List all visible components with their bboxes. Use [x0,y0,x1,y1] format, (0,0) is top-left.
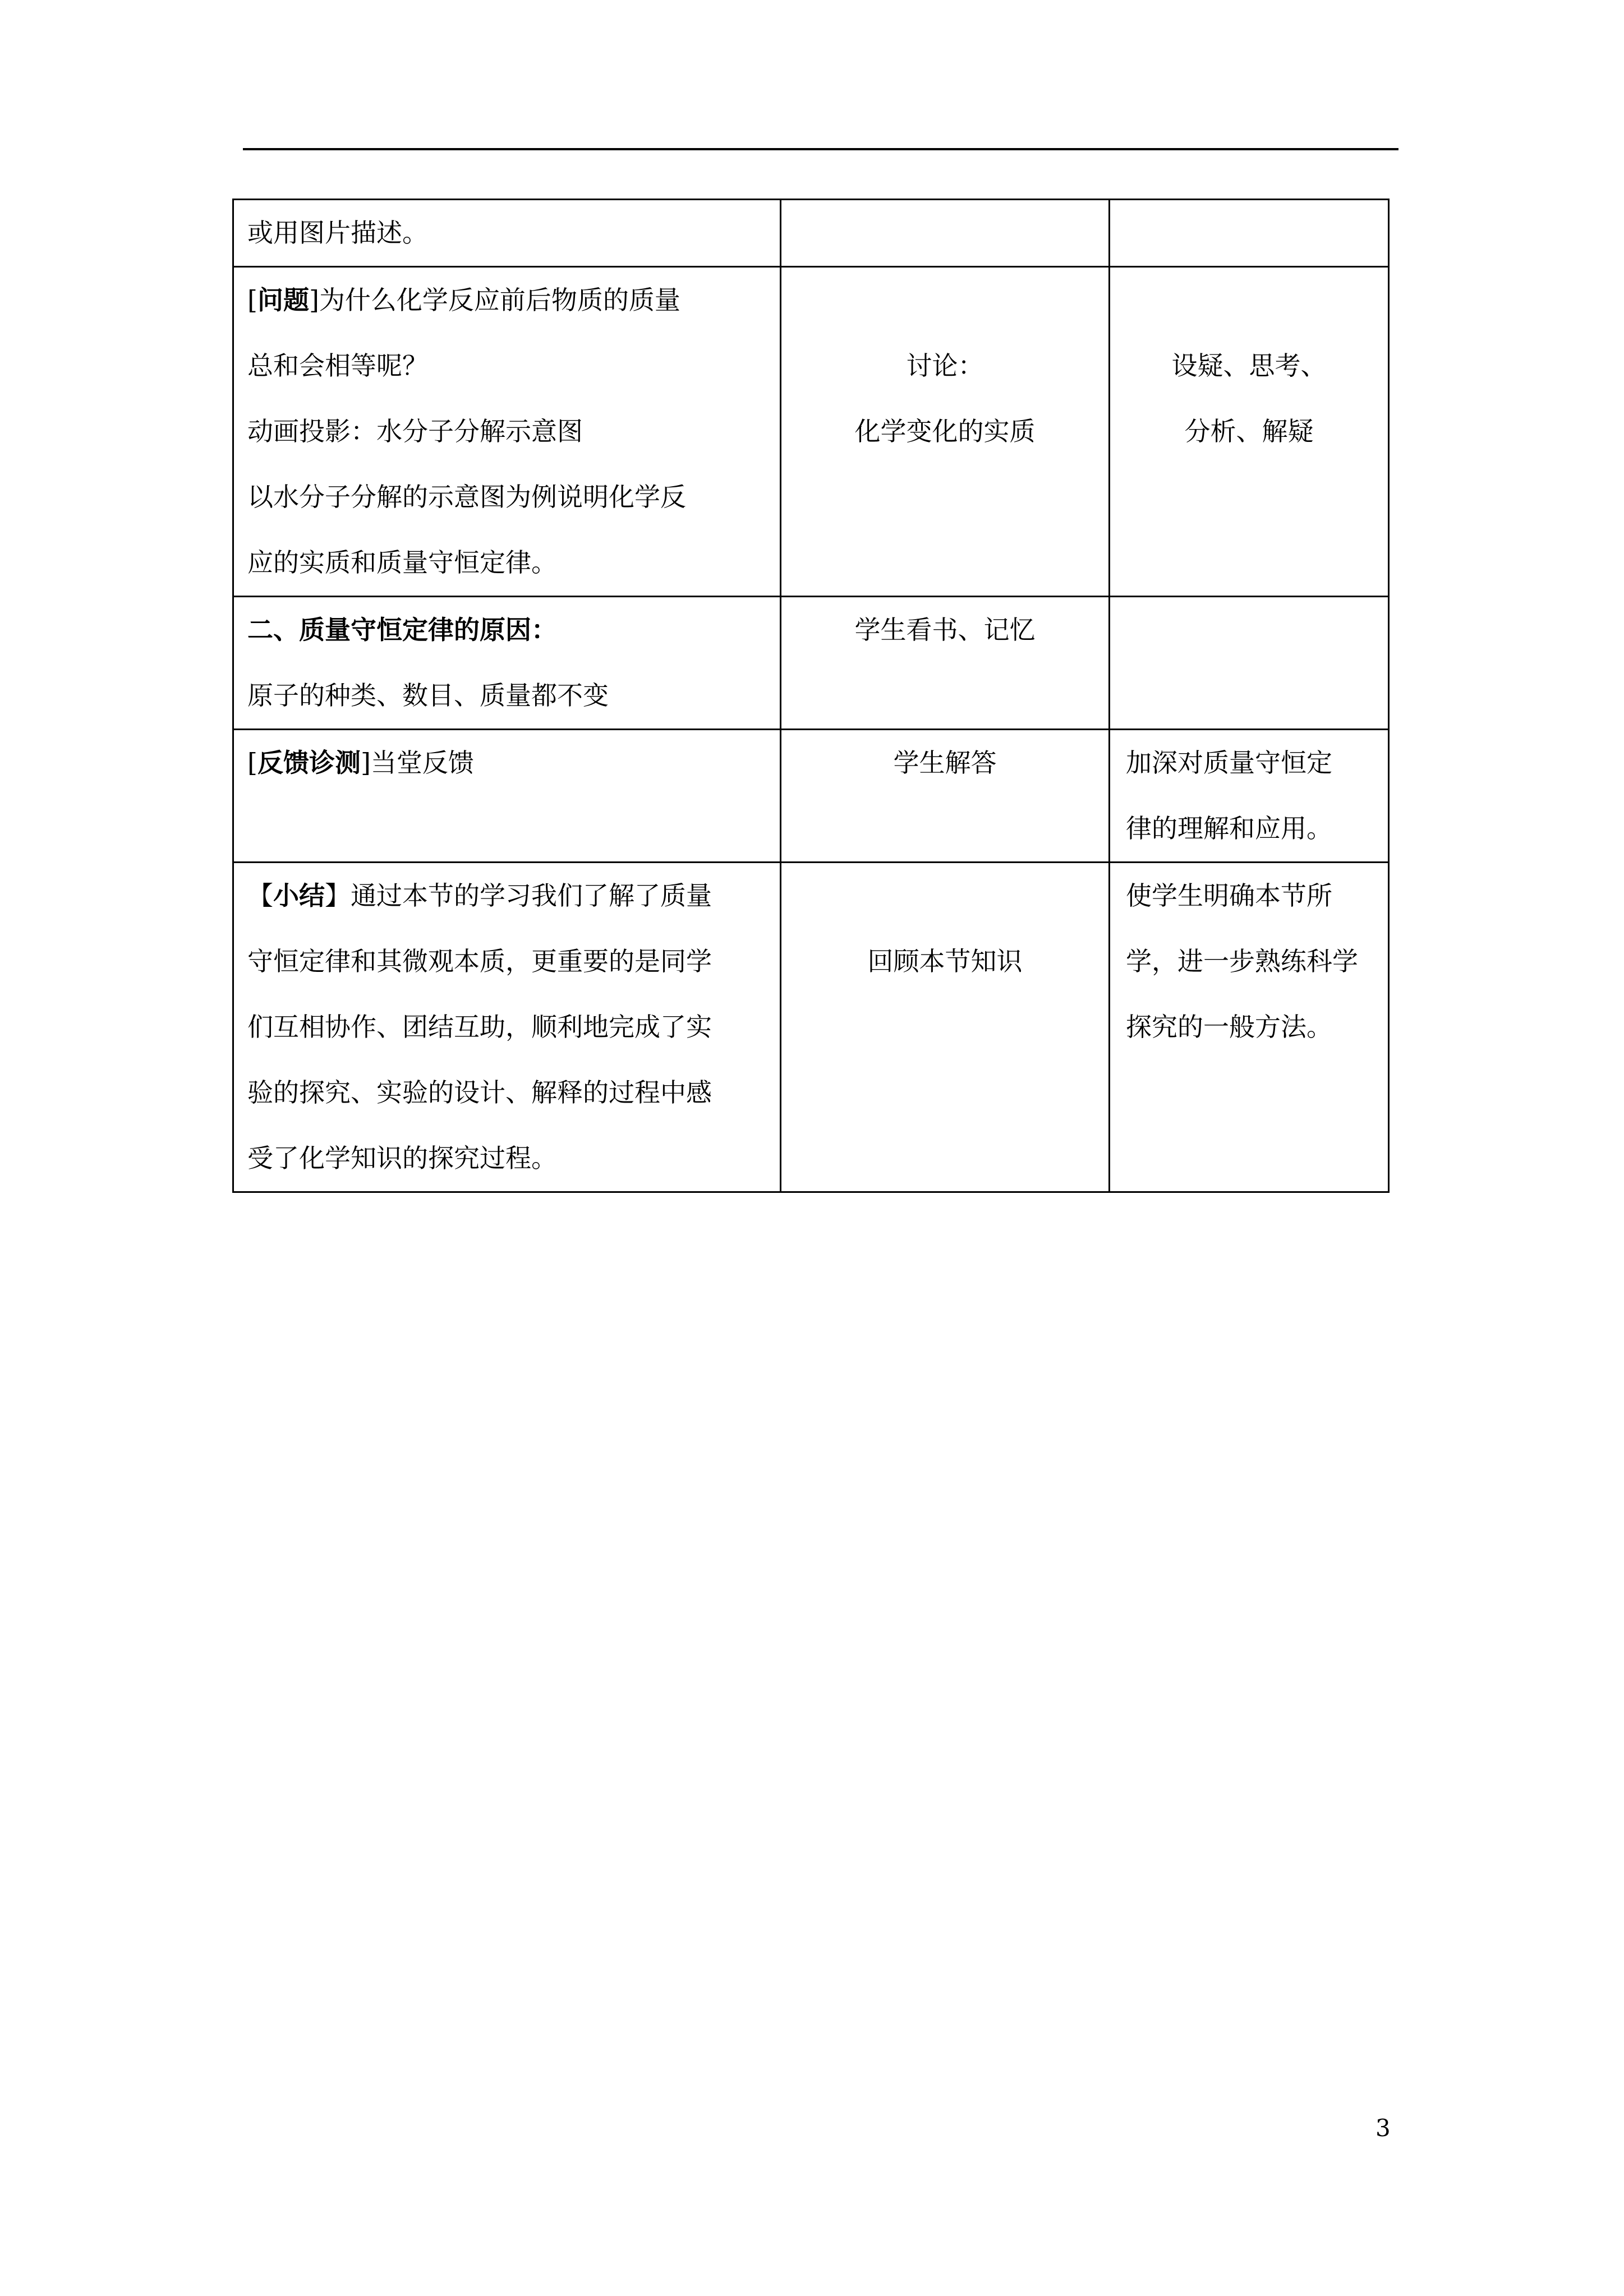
cell-text [247,730,766,796]
student-activity-cell [781,597,1110,730]
cell-text: 回顾本节知识 [867,946,1023,976]
cell-text: 探究的一般方法。 [1126,1012,1332,1042]
table-row [233,267,1389,597]
cell-text: 讨论： [906,351,984,381]
cell-text: 以水分子分解的示意图为例说明化学反 [247,482,686,512]
cell-text: 验的探究、实验的设计、解释的过程中感 [247,1077,712,1108]
cell-text: 设疑、思考、 [1171,351,1327,381]
table-row [233,730,1389,863]
teacher-activity-cell [233,863,781,1192]
bracket-open: 【 [247,880,273,911]
design-intent-cell [1110,597,1389,730]
teacher-activity-cell [233,200,781,267]
design-intent-cell [1110,267,1389,597]
section-heading: 二、质量守恒定律的原因： [247,615,557,645]
lesson-plan-table [232,199,1390,1193]
bracket-open: [ [247,748,257,778]
table-row [233,863,1389,1192]
cell-text: 学，进一步熟练科学 [1126,946,1358,976]
cell-text: 学生看书、记忆 [854,615,1036,645]
design-intent-cell [1110,730,1389,863]
cell-text: 总和会相等呢？ [247,351,428,381]
cell-text: 应的实质和质量守恒定律。 [247,547,557,578]
student-activity-cell [781,730,1110,863]
table-row [233,200,1389,267]
page-number: 3 [1375,2114,1391,2142]
summary-text: 】通过本节的学习我们了解了质量 [325,880,712,911]
cell-text: 加深对质量守恒定 [1126,748,1332,778]
cell-text: 动画投影：水分子分解示意图 [247,416,583,446]
design-intent-cell [1110,863,1389,1192]
cell-text [247,268,766,333]
student-activity-cell [781,200,1110,267]
cell-text: 化学变化的实质 [854,416,1036,446]
question-text: ]为什么化学反应前后物质的质量 [309,285,680,315]
cell-text: 们互相协作、团结互助，顺利地完成了实 [247,1012,712,1042]
cell-text: 学生解答 [893,748,997,778]
header-rule [243,148,1398,150]
student-activity-cell [781,863,1110,1192]
cell-text: 守恒定律和其微观本质，更重要的是同学 [247,946,712,976]
bracket-open: [ [247,285,257,315]
question-label: 问题 [257,285,309,315]
teacher-activity-cell [233,597,781,730]
feedback-text: ]当堂反馈 [360,748,474,778]
cell-text: 或用图片描述。 [247,218,428,248]
cell-text [247,863,766,929]
teacher-activity-cell [233,730,781,863]
teacher-activity-cell [233,267,781,597]
summary-label: 小结 [273,880,325,911]
cell-text: 受了化学知识的探究过程。 [247,1143,557,1173]
cell-text: 律的理解和应用。 [1126,813,1332,843]
cell-text: 分析、解疑 [1184,416,1314,446]
cell-text: 使学生明确本节所 [1126,880,1332,911]
table-row [233,597,1389,730]
student-activity-cell [781,267,1110,597]
feedback-label: 反馈诊测 [257,748,361,778]
cell-text: 原子的种类、数目、质量都不变 [247,680,609,711]
design-intent-cell [1110,200,1389,267]
